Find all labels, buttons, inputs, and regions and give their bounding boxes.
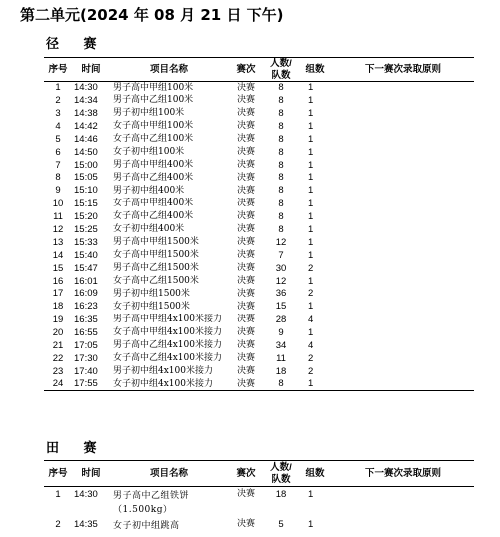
cell-groups: 2 bbox=[298, 262, 332, 275]
cell-item: 男子高中甲组400米 bbox=[110, 159, 228, 172]
track-table-body bbox=[44, 82, 474, 391]
cell-rule bbox=[332, 365, 474, 378]
cell-time: 17:30 bbox=[72, 352, 110, 365]
cell-time: 15:33 bbox=[72, 236, 110, 249]
cell-round: 决赛 bbox=[228, 185, 264, 198]
col-header-time: 时间 bbox=[72, 58, 110, 82]
cell-round: 决赛 bbox=[228, 236, 264, 249]
cell-seq: 23 bbox=[44, 365, 72, 378]
cell-item: 女子初中组400米 bbox=[110, 223, 228, 236]
cell-groups: 1 bbox=[298, 133, 332, 146]
cell-groups: 1 bbox=[298, 487, 332, 518]
table-row bbox=[44, 314, 474, 327]
cell-rule bbox=[332, 288, 474, 301]
cell-count: 36 bbox=[264, 288, 298, 301]
cell-time: 14:50 bbox=[72, 146, 110, 159]
cell-round: 决赛 bbox=[228, 365, 264, 378]
cell-rule bbox=[332, 159, 474, 172]
cell-item: 女子初中组1500米 bbox=[110, 301, 228, 314]
cell-time: 15:20 bbox=[72, 210, 110, 223]
cell-time: 16:23 bbox=[72, 301, 110, 314]
table-row bbox=[44, 172, 474, 185]
cell-seq: 12 bbox=[44, 223, 72, 236]
cell-item: 女子高中乙组400米 bbox=[110, 210, 228, 223]
cell-count: 8 bbox=[264, 120, 298, 133]
cell-rule bbox=[332, 352, 474, 365]
table-row bbox=[44, 146, 474, 159]
cell-groups: 1 bbox=[298, 275, 332, 288]
cell-item: 男子高中甲组100米 bbox=[110, 82, 228, 95]
cell-round: 决赛 bbox=[228, 133, 264, 146]
cell-round: 决赛 bbox=[228, 210, 264, 223]
cell-groups: 1 bbox=[298, 210, 332, 223]
cell-groups: 2 bbox=[298, 352, 332, 365]
cell-rule bbox=[332, 185, 474, 198]
col-header-groups: 组数 bbox=[298, 461, 332, 487]
col-header-count bbox=[264, 461, 298, 487]
table-row bbox=[44, 288, 474, 301]
cell-rule bbox=[332, 249, 474, 262]
cell-count: 5 bbox=[264, 517, 298, 537]
cell-groups: 1 bbox=[298, 120, 332, 133]
cell-rule bbox=[332, 275, 474, 288]
field-table-body bbox=[44, 487, 474, 537]
cell-time: 15:10 bbox=[72, 185, 110, 198]
table-row bbox=[44, 365, 474, 378]
track-section-title: 径 赛 bbox=[46, 33, 107, 52]
cell-count: 8 bbox=[264, 223, 298, 236]
cell-time: 16:09 bbox=[72, 288, 110, 301]
table-row bbox=[44, 223, 474, 236]
table-row bbox=[44, 378, 474, 391]
cell-round: 决赛 bbox=[228, 378, 264, 391]
cell-seq: 13 bbox=[44, 236, 72, 249]
cell-groups: 1 bbox=[298, 159, 332, 172]
cell-item: 女子高中乙组100米 bbox=[110, 133, 228, 146]
cell-rule bbox=[332, 339, 474, 352]
cell-item bbox=[110, 487, 228, 518]
cell-count: 18 bbox=[264, 487, 298, 518]
cell-seq: 1 bbox=[44, 487, 72, 518]
cell-time: 14:35 bbox=[72, 517, 110, 537]
cell-round: 决赛 bbox=[228, 120, 264, 133]
cell-groups: 1 bbox=[298, 326, 332, 339]
cell-time: 16:01 bbox=[72, 275, 110, 288]
cell-item: 女子高中甲组400米 bbox=[110, 198, 228, 211]
cell-count: 12 bbox=[264, 275, 298, 288]
cell-seq: 18 bbox=[44, 301, 72, 314]
cell-item: 男子高中乙组400米 bbox=[110, 172, 228, 185]
cell-seq: 5 bbox=[44, 133, 72, 146]
cell-groups: 1 bbox=[298, 82, 332, 95]
cell-seq: 11 bbox=[44, 210, 72, 223]
cell-groups: 1 bbox=[298, 301, 332, 314]
cell-round: 决赛 bbox=[228, 288, 264, 301]
cell-seq: 6 bbox=[44, 146, 72, 159]
cell-item: 女子初中组100米 bbox=[110, 146, 228, 159]
cell-groups: 4 bbox=[298, 339, 332, 352]
cell-time: 14:38 bbox=[72, 107, 110, 120]
cell-count: 12 bbox=[264, 236, 298, 249]
cell-count: 18 bbox=[264, 365, 298, 378]
cell-groups: 1 bbox=[298, 185, 332, 198]
cell-item: 女子高中甲组4x100米接力 bbox=[110, 326, 228, 339]
col-header-time: 时间 bbox=[72, 461, 110, 487]
cell-item: 男子高中乙组1500米 bbox=[110, 262, 228, 275]
cell-rule bbox=[332, 94, 474, 107]
col-header-count-line1: 人数/ bbox=[270, 462, 292, 473]
cell-groups: 1 bbox=[298, 198, 332, 211]
page-title: 第二单元(2024 年 08 月 21 日 下午) bbox=[20, 4, 284, 26]
table-row bbox=[44, 94, 474, 107]
cell-round: 决赛 bbox=[228, 352, 264, 365]
cell-round: 决赛 bbox=[228, 275, 264, 288]
cell-time: 14:42 bbox=[72, 120, 110, 133]
cell-round: 决赛 bbox=[228, 223, 264, 236]
cell-time: 15:00 bbox=[72, 159, 110, 172]
table-row bbox=[44, 210, 474, 223]
table-row bbox=[44, 487, 474, 518]
cell-round: 决赛 bbox=[228, 82, 264, 95]
cell-time: 17:55 bbox=[72, 378, 110, 391]
col-header-round: 赛次 bbox=[228, 58, 264, 82]
cell-time: 15:47 bbox=[72, 262, 110, 275]
cell-count: 8 bbox=[264, 107, 298, 120]
cell-count: 8 bbox=[264, 172, 298, 185]
cell-time: 15:15 bbox=[72, 198, 110, 211]
cell-time: 16:55 bbox=[72, 326, 110, 339]
table-row bbox=[44, 133, 474, 146]
cell-item: 女子高中甲组1500米 bbox=[110, 249, 228, 262]
col-header-seq: 序号 bbox=[44, 461, 72, 487]
cell-count: 8 bbox=[264, 210, 298, 223]
cell-round: 决赛 bbox=[228, 249, 264, 262]
cell-count: 8 bbox=[264, 378, 298, 391]
table-row bbox=[44, 185, 474, 198]
cell-round: 决赛 bbox=[228, 107, 264, 120]
cell-rule bbox=[332, 301, 474, 314]
cell-count: 11 bbox=[264, 352, 298, 365]
cell-groups: 1 bbox=[298, 94, 332, 107]
cell-round: 决赛 bbox=[228, 146, 264, 159]
cell-groups: 1 bbox=[298, 107, 332, 120]
cell-seq: 16 bbox=[44, 275, 72, 288]
cell-seq: 3 bbox=[44, 107, 72, 120]
table-row bbox=[44, 236, 474, 249]
cell-item: 男子高中甲组4x100米接力 bbox=[110, 314, 228, 327]
cell-rule bbox=[332, 378, 474, 391]
cell-seq: 4 bbox=[44, 120, 72, 133]
cell-groups: 1 bbox=[298, 249, 332, 262]
cell-rule bbox=[332, 517, 474, 537]
cell-groups: 1 bbox=[298, 146, 332, 159]
table-row bbox=[44, 82, 474, 95]
cell-seq: 19 bbox=[44, 314, 72, 327]
table-row bbox=[44, 249, 474, 262]
cell-seq: 10 bbox=[44, 198, 72, 211]
cell-time: 14:46 bbox=[72, 133, 110, 146]
cell-groups: 2 bbox=[298, 288, 332, 301]
cell-rule bbox=[332, 172, 474, 185]
cell-item-line2: （1.500kg） bbox=[113, 505, 172, 515]
cell-item: 女子高中乙组1500米 bbox=[110, 275, 228, 288]
cell-round: 决赛 bbox=[228, 262, 264, 275]
cell-rule bbox=[332, 314, 474, 327]
table-row bbox=[44, 262, 474, 275]
cell-time: 15:40 bbox=[72, 249, 110, 262]
cell-item: 男子初中组100米 bbox=[110, 107, 228, 120]
cell-rule bbox=[332, 133, 474, 146]
cell-count: 15 bbox=[264, 301, 298, 314]
cell-time: 14:34 bbox=[72, 94, 110, 107]
table-row bbox=[44, 352, 474, 365]
cell-time: 16:35 bbox=[72, 314, 110, 327]
cell-seq: 17 bbox=[44, 288, 72, 301]
cell-seq: 2 bbox=[44, 94, 72, 107]
cell-round: 决赛 bbox=[228, 487, 264, 518]
cell-seq: 7 bbox=[44, 159, 72, 172]
cell-item: 女子初中组跳高 bbox=[110, 517, 228, 537]
table-row bbox=[44, 326, 474, 339]
cell-rule bbox=[332, 487, 474, 518]
cell-seq: 9 bbox=[44, 185, 72, 198]
cell-groups: 2 bbox=[298, 365, 332, 378]
cell-time: 14:30 bbox=[72, 82, 110, 95]
cell-seq: 20 bbox=[44, 326, 72, 339]
cell-time: 17:40 bbox=[72, 365, 110, 378]
cell-seq: 21 bbox=[44, 339, 72, 352]
table-row bbox=[44, 301, 474, 314]
cell-seq: 1 bbox=[44, 82, 72, 95]
cell-count: 8 bbox=[264, 82, 298, 95]
cell-item: 男子初中组1500米 bbox=[110, 288, 228, 301]
cell-count: 8 bbox=[264, 198, 298, 211]
cell-round: 决赛 bbox=[228, 159, 264, 172]
cell-seq: 8 bbox=[44, 172, 72, 185]
table-row bbox=[44, 107, 474, 120]
table-row bbox=[44, 339, 474, 352]
table-header-row bbox=[44, 461, 474, 487]
cell-rule bbox=[332, 236, 474, 249]
col-header-item: 项目名称 bbox=[110, 461, 228, 487]
cell-round: 决赛 bbox=[228, 517, 264, 537]
cell-count: 8 bbox=[264, 133, 298, 146]
cell-rule bbox=[332, 223, 474, 236]
cell-count: 8 bbox=[264, 185, 298, 198]
cell-item: 男子初中组4x100米接力 bbox=[110, 365, 228, 378]
cell-count: 28 bbox=[264, 314, 298, 327]
cell-round: 决赛 bbox=[228, 94, 264, 107]
cell-seq: 14 bbox=[44, 249, 72, 262]
col-header-groups: 组数 bbox=[298, 58, 332, 82]
col-header-count-line2: 队数 bbox=[271, 474, 290, 485]
cell-item: 男子初中组400米 bbox=[110, 185, 228, 198]
cell-seq: 24 bbox=[44, 378, 72, 391]
cell-rule bbox=[332, 120, 474, 133]
cell-rule bbox=[332, 210, 474, 223]
col-header-rule: 下一赛次录取原则 bbox=[332, 461, 474, 487]
cell-item: 女子高中乙组4x100米接力 bbox=[110, 352, 228, 365]
cell-groups: 1 bbox=[298, 236, 332, 249]
table-header-row bbox=[44, 58, 474, 82]
cell-count: 34 bbox=[264, 339, 298, 352]
cell-rule bbox=[332, 198, 474, 211]
cell-count: 9 bbox=[264, 326, 298, 339]
cell-time: 15:25 bbox=[72, 223, 110, 236]
cell-count: 8 bbox=[264, 146, 298, 159]
cell-rule bbox=[332, 262, 474, 275]
cell-round: 决赛 bbox=[228, 198, 264, 211]
cell-groups: 1 bbox=[298, 378, 332, 391]
cell-rule bbox=[332, 146, 474, 159]
table-row bbox=[44, 517, 474, 537]
cell-round: 决赛 bbox=[228, 339, 264, 352]
cell-item-line1: 男子高中乙组铁饼 bbox=[113, 491, 189, 501]
col-header-rule: 下一赛次录取原则 bbox=[332, 58, 474, 82]
table-row bbox=[44, 198, 474, 211]
cell-time: 15:05 bbox=[72, 172, 110, 185]
track-schedule-table bbox=[44, 57, 474, 391]
col-header-item: 项目名称 bbox=[110, 58, 228, 82]
cell-count: 7 bbox=[264, 249, 298, 262]
cell-groups: 1 bbox=[298, 517, 332, 537]
cell-groups: 1 bbox=[298, 223, 332, 236]
table-row bbox=[44, 159, 474, 172]
cell-rule bbox=[332, 326, 474, 339]
cell-groups: 4 bbox=[298, 314, 332, 327]
col-header-count-line2: 队数 bbox=[271, 70, 290, 81]
cell-seq: 15 bbox=[44, 262, 72, 275]
col-header-count-line1: 人数/ bbox=[270, 58, 292, 69]
table-row bbox=[44, 275, 474, 288]
cell-time: 17:05 bbox=[72, 339, 110, 352]
cell-item: 男子高中乙组4x100米接力 bbox=[110, 339, 228, 352]
cell-round: 决赛 bbox=[228, 172, 264, 185]
cell-item: 男子高中甲组1500米 bbox=[110, 236, 228, 249]
col-header-round: 赛次 bbox=[228, 461, 264, 487]
cell-item: 男子高中乙组100米 bbox=[110, 94, 228, 107]
cell-seq: 22 bbox=[44, 352, 72, 365]
cell-item: 女子高中甲组100米 bbox=[110, 120, 228, 133]
cell-time: 14:30 bbox=[72, 487, 110, 518]
cell-rule bbox=[332, 107, 474, 120]
col-header-count bbox=[264, 58, 298, 82]
cell-rule bbox=[332, 82, 474, 95]
cell-round: 决赛 bbox=[228, 314, 264, 327]
cell-item: 女子初中组4x100米接力 bbox=[110, 378, 228, 391]
table-row bbox=[44, 120, 474, 133]
cell-round: 决赛 bbox=[228, 301, 264, 314]
cell-seq: 2 bbox=[44, 517, 72, 537]
cell-count: 30 bbox=[264, 262, 298, 275]
field-section-title: 田 赛 bbox=[46, 437, 107, 456]
cell-count: 8 bbox=[264, 94, 298, 107]
cell-groups: 1 bbox=[298, 172, 332, 185]
field-schedule-table bbox=[44, 460, 474, 537]
cell-round: 决赛 bbox=[228, 326, 264, 339]
cell-count: 8 bbox=[264, 159, 298, 172]
col-header-seq: 序号 bbox=[44, 58, 72, 82]
